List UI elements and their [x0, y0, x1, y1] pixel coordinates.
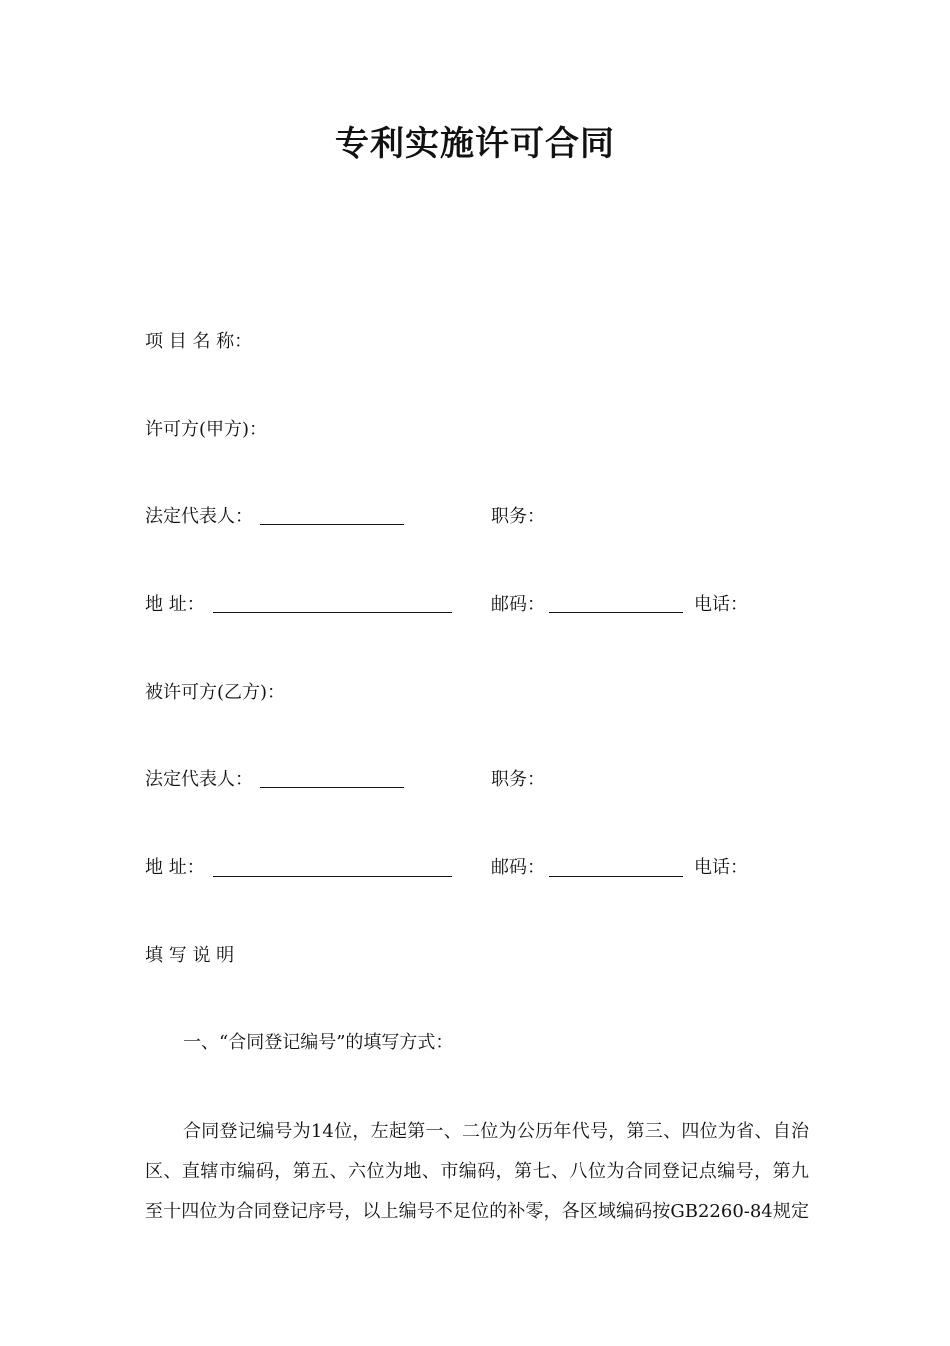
page-title: 专利实施许可合同: [335, 124, 615, 164]
licensee-postcode-label: 邮码：: [491, 857, 545, 878]
instruction-item-1-body: 合同登记编号为14位，左起第一、二位为公历年代号，第三、四位为省、自治区、直辖市编码，第五、六位为地、市编码，第七、八位为合同登记点编号，第九至十四位为合同登记序号，以上编号不足位的补零，各区域编码按GB2260-84规定: [145, 1121, 809, 1222]
licensor-postcode-blank[interactable]: [549, 612, 683, 613]
licensor-address-blank[interactable]: [213, 612, 452, 613]
licensor-legal-rep-blank[interactable]: [260, 524, 404, 525]
licensor-postcode-label: 邮码：: [491, 594, 545, 615]
instructions-heading: 填 写 说 明: [145, 945, 235, 966]
licensee-legal-rep-label: 法定代表人：: [145, 769, 253, 790]
licensee-postcode-blank[interactable]: [549, 876, 683, 877]
licensee-legal-rep-blank[interactable]: [260, 787, 404, 788]
licensee-position-label: 职务：: [491, 769, 545, 790]
licensee-phone-label: 电话：: [694, 857, 748, 878]
licensor-position-label: 职务：: [491, 506, 545, 527]
project-name-label: 项 目 名 称：: [145, 331, 253, 352]
licensee-address-label: 地 址：: [145, 857, 205, 878]
licensee-address-blank[interactable]: [213, 876, 452, 877]
licensee-label: 被许可方(乙方)：: [145, 682, 286, 703]
licensor-label: 许可方(甲方)：: [145, 419, 268, 440]
licensor-legal-rep-label: 法定代表人：: [145, 506, 253, 527]
licensor-address-label: 地 址：: [145, 594, 205, 615]
instruction-item-1-heading: 一、“合同登记编号”的填写方式：: [183, 1032, 454, 1053]
licensor-phone-label: 电话：: [694, 594, 748, 615]
